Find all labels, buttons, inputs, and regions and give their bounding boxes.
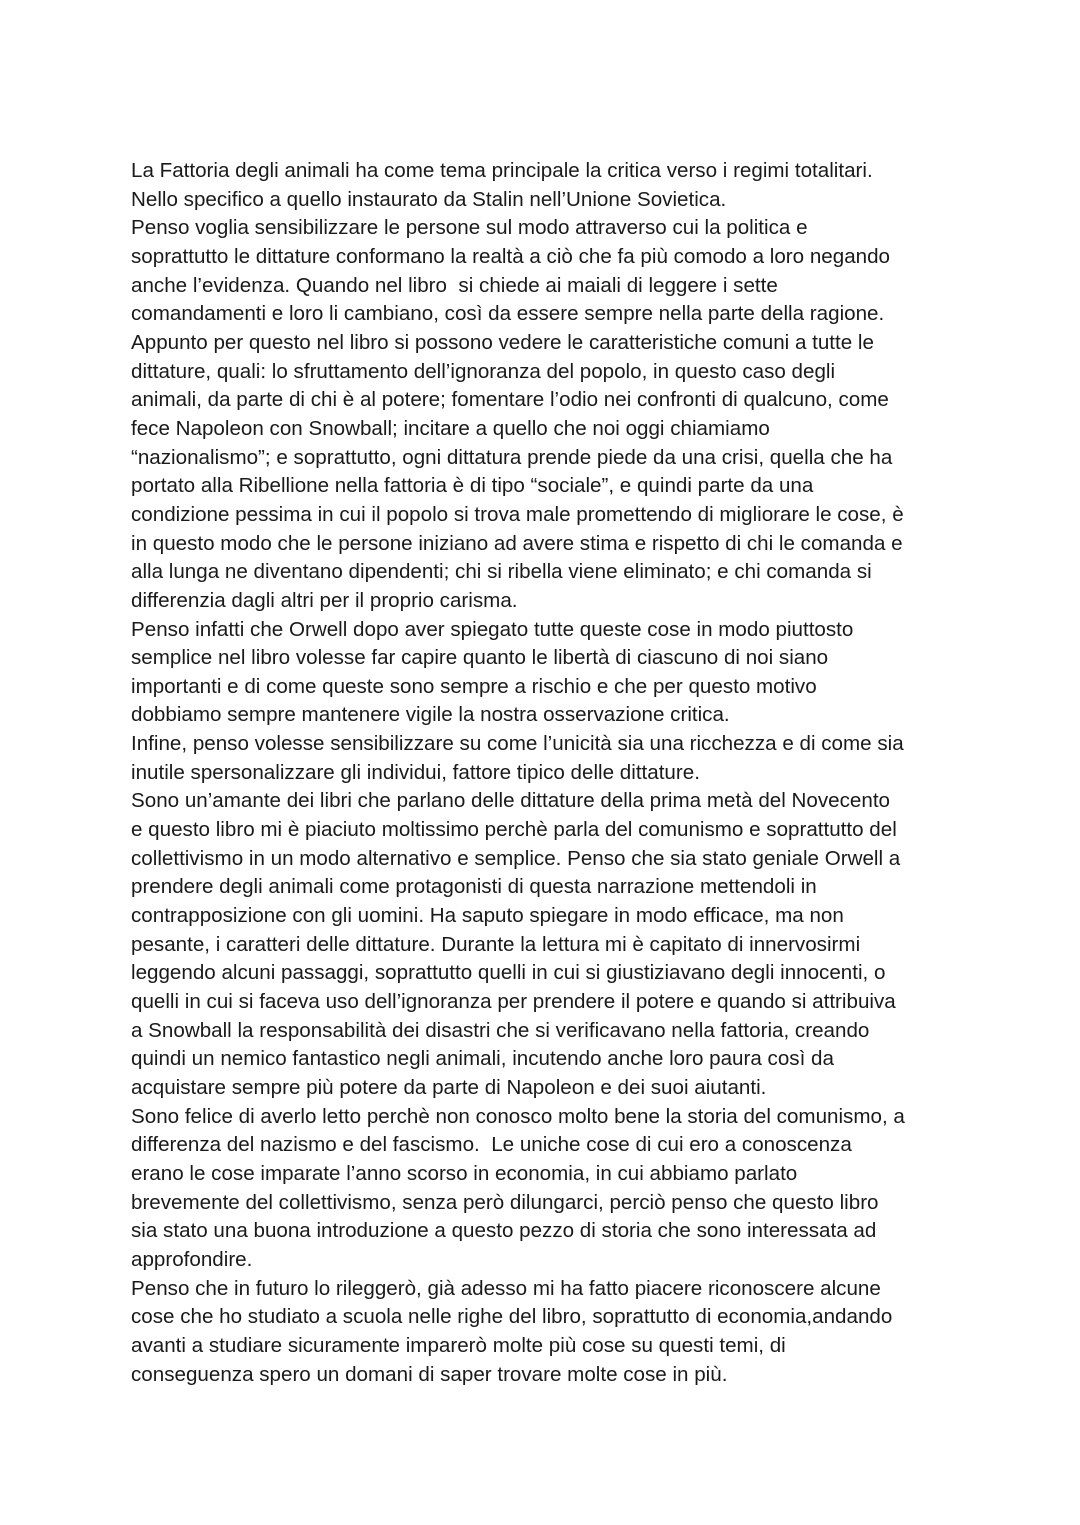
text-line: inutile spersonalizzare gli individui, fattore tipico delle dittature. — [131, 760, 700, 784]
text-line: differenza del nazismo e del fascismo. Le uniche cose di cui ero a conoscenza — [131, 1133, 852, 1157]
text-line: Nello specifico a quello instaurato da Stalin nell’Unione Sovietica. — [131, 187, 727, 211]
text-line: anche l’evidenza. Quando nel libro si chiede ai maiali di leggere i sette — [131, 273, 778, 297]
text-line: fece Napoleon con Snowball; incitare a quello che noi oggi chiamiamo — [131, 416, 770, 440]
text-line: conseguenza spero un domani di saper trovare molte cose in più. — [131, 1362, 728, 1386]
text-line: e questo libro mi è piaciuto moltissimo perchè parla del comunismo e soprattutto del — [131, 818, 897, 842]
text-line: erano le cose imparate l’anno scorso in economia, in cui abbiamo parlato — [131, 1161, 798, 1185]
text-line: Sono felice di averlo letto perchè non conosco molto bene la storia del comunismo, a — [131, 1104, 905, 1128]
text-line: avanti a studiare sicuramente imparerò molte più cose su questi temi, di — [131, 1333, 786, 1357]
text-line: Penso infatti che Orwell dopo aver spiegato tutte queste cose in modo piuttosto — [131, 617, 854, 641]
text-line: alla lunga ne diventano dipendenti; chi si ribella viene eliminato; e chi comanda si — [131, 560, 872, 584]
text-line: quindi un nemico fantastico negli animali, incutendo anche loro paura così da — [131, 1047, 834, 1071]
text-line: sia stato una buona introduzione a questo pezzo di storia che sono interessata ad — [131, 1219, 877, 1243]
text-line: Appunto per questo nel libro si possono vedere le caratteristiche comuni a tutte le — [131, 330, 874, 354]
text-line: dittature, quali: lo sfruttamento dell’ignoranza del popolo, in questo caso degli — [131, 359, 836, 383]
text-line: importanti e di come queste sono sempre a rischio e che per questo motivo — [131, 674, 817, 698]
text-line: portato alla Ribellione nella fattoria è di tipo “sociale”, e quindi parte da una — [131, 474, 814, 498]
text-line: quelli in cui si faceva uso dell’ignoranza per prendere il potere e quando si attribuiva — [131, 990, 896, 1014]
text-line: brevemente del collettivismo, senza però dilungarci, perciò penso che questo libro — [131, 1190, 879, 1214]
text-line: comandamenti e loro li cambiano, così da essere sempre nella parte della ragione. — [131, 302, 885, 326]
text-line: Penso che in futuro lo rileggerò, già adesso mi ha fatto piacere riconoscere alcune — [131, 1276, 881, 1300]
text-line: “nazionalismo”; e soprattutto, ogni dittatura prende piede da una crisi, quella che ha — [131, 445, 893, 469]
text-line: approfondire. — [131, 1247, 253, 1271]
text-line: cose che ho studiato a scuola nelle righe del libro, soprattutto di economia,andando — [131, 1305, 893, 1329]
text-line: prendere degli animali come protagonisti di questa narrazione mettendoli in — [131, 875, 817, 899]
text-line: pesante, i caratteri delle dittature. Durante la lettura mi è capitato di innervosirmi — [131, 932, 861, 956]
text-line: Infine, penso volesse sensibilizzare su come l’unicità sia una ricchezza e di come sia — [131, 732, 904, 756]
text-line: acquistare sempre più potere da parte di Napoleon e dei suoi aiutanti. — [131, 1076, 767, 1099]
text-line: a Snowball la responsabilità dei disastri che si verificavano nella fattoria, creando — [131, 1018, 870, 1042]
text-line: animali, da parte di chi è al potere; fomentare l’odio nei confronti di qualcuno, come — [131, 388, 889, 412]
text-line: Penso voglia sensibilizzare le persone sul modo attraverso cui la politica e — [131, 216, 808, 240]
document-body — [131, 157, 1011, 1389]
text-line: leggendo alcuni passaggi, soprattutto quelli in cui si giustiziavano degli innocenti, o — [131, 961, 886, 985]
text-line: contrapposizione con gli uomini. Ha saputo spiegare in modo efficace, ma non — [131, 904, 844, 928]
text-line: in questo modo che le persone iniziano ad avere stima e rispetto di chi le comanda e — [131, 531, 903, 555]
text-line: semplice nel libro volesse far capire quanto le libertà di ciascuno di noi siano — [131, 646, 829, 670]
text-line: soprattutto le dittature conformano la realtà a ciò che fa più comodo a loro negando — [131, 244, 891, 268]
text-line: condizione pessima in cui il popolo si trova male promettendo di migliorare le cose, è — [131, 502, 904, 526]
text-line: La Fattoria degli animali ha come tema principale la critica verso i regimi totalitari. — [131, 159, 873, 182]
text-line: dobbiamo sempre mantenere vigile la nostra osservazione critica. — [131, 703, 730, 727]
text-line: collettivismo in un modo alternativo e semplice. Penso che sia stato geniale Orwell a — [131, 846, 901, 870]
text-line: Sono un’amante dei libri che parlano delle dittature della prima metà del Novecento — [131, 789, 890, 813]
text-line: differenzia dagli altri per il proprio carisma. — [131, 588, 518, 612]
